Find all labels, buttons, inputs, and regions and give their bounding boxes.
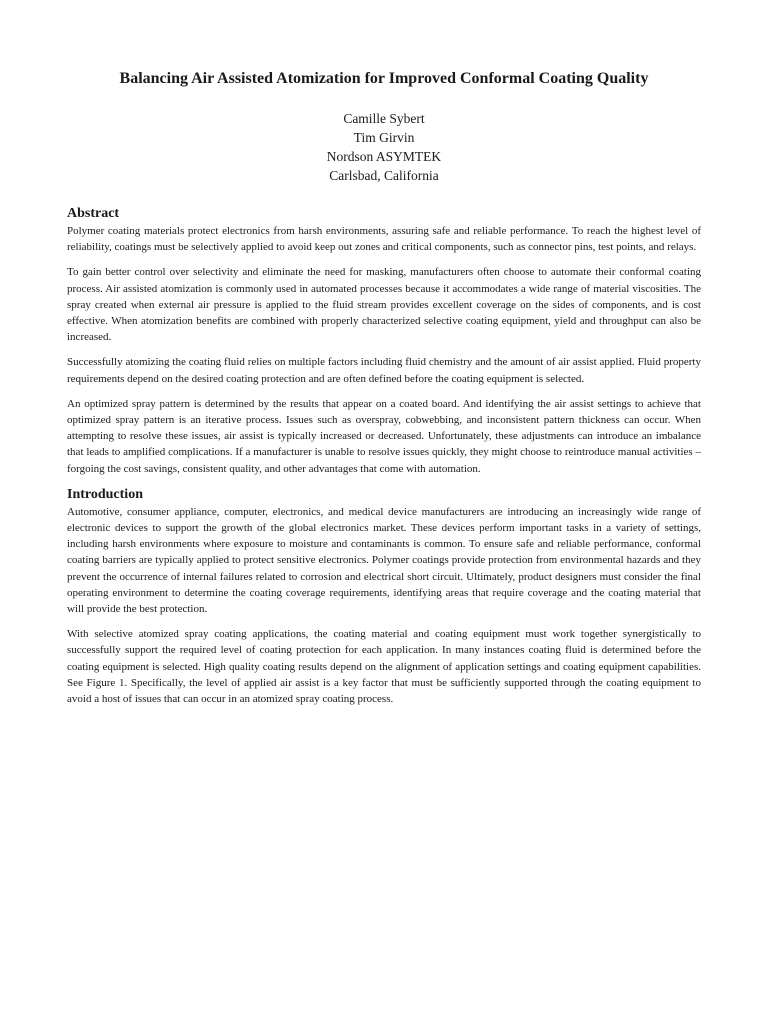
abstract-heading: Abstract: [67, 206, 120, 221]
author-name: Camille Sybert: [343, 111, 425, 126]
paper-title: Balancing Air Assisted Atomization for Improved Conformal Coating Quality: [119, 70, 649, 87]
author-location: Carlsbad, California: [329, 168, 439, 183]
author-block: [67, 109, 701, 185]
paper-page: [67, 68, 701, 716]
author-affiliation: Nordson ASYMTEK: [326, 149, 442, 164]
introduction-paragraph: With selective atomized spray coating applications, the coating material and coating equipment must work together synergistically to successfully support the required level of coating protection for each application. In many instances coating fluid is determined before the coating equipment is selected. High quality coating results depend on the alignment of application settings and coating equipment capabilities. See Figure 1. Specifically, the level of applied air assist is a key factor that must be sufficiently supported through the coating equipment to avoid a host of issues that can occur in an atomized spray coating process.: [67, 628, 701, 706]
abstract-paragraph: Polymer coating materials protect electronics from harsh environments, assuring safe and reliable performance. To reach the highest level of reliability, coatings must be selectively applied to avoid keep out zones and critical components, such as connector pins, test points, and relays.: [67, 225, 701, 254]
abstract-paragraph: To gain better control over selectivity and eliminate the need for masking, manufacturers often choose to automate their conformal coating process. Air assisted atomization is commonly used in automated processes because it accommodates a wide range of material viscosities. The spray created when external air pressure is applied to the fluid stream provides excellent coverage on the sides of components, and is cost effective. When atomization benefits are combined with properly characterized selective coating equipment, yield and throughput can also be increased.: [67, 266, 701, 344]
abstract-paragraph: Successfully atomizing the coating fluid relies on multiple factors including fluid chemistry and the amount of air assist applied. Fluid property requirements depend on the desired coating protection and are often defined before the coating equipment is selected.: [67, 356, 701, 385]
author-name: Tim Girvin: [353, 130, 415, 145]
abstract-paragraph: An optimized spray pattern is determined by the results that appear on a coated board. And identifying the air assist settings to achieve that optimized spray pattern is an iterative process. Issues such as overspray, cobwebbing, and inconsistent pattern thickness can occur. When attempting to resolve these issues, air assist is typically increased or decreased. Unfortunately, these adjustments can introduce an imbalance that leads to amplified complications. If a manufacturer is unable to resolve issues quickly, they might choose to reintroduce manual activities – forgoing the cost savings, consistent quality, and other advantages that come with automation.: [67, 397, 701, 475]
introduction-paragraph: Automotive, consumer appliance, computer, electronics, and medical device manufacturers are introducing an increasingly wide range of electronic devices to support the growth of the global electronics market. These devices perform important tasks in a variety of settings, including harsh environments where exposure to moisture and contaminants is common. To ensure safe and reliable performance, conformal coating barriers are typically applied to protect sensitive electronics. Polymer coatings provide protection from environmental hazards and they prevent the occurrence of internal failures related to corrosion and electrical short circuit. Ultimately, product designers must consider the final operating environment to determine the coating coverage requirements, identifying areas that require coverage and the coating material that will provide the best protection.: [67, 505, 701, 616]
introduction-heading: Introduction: [67, 486, 143, 502]
